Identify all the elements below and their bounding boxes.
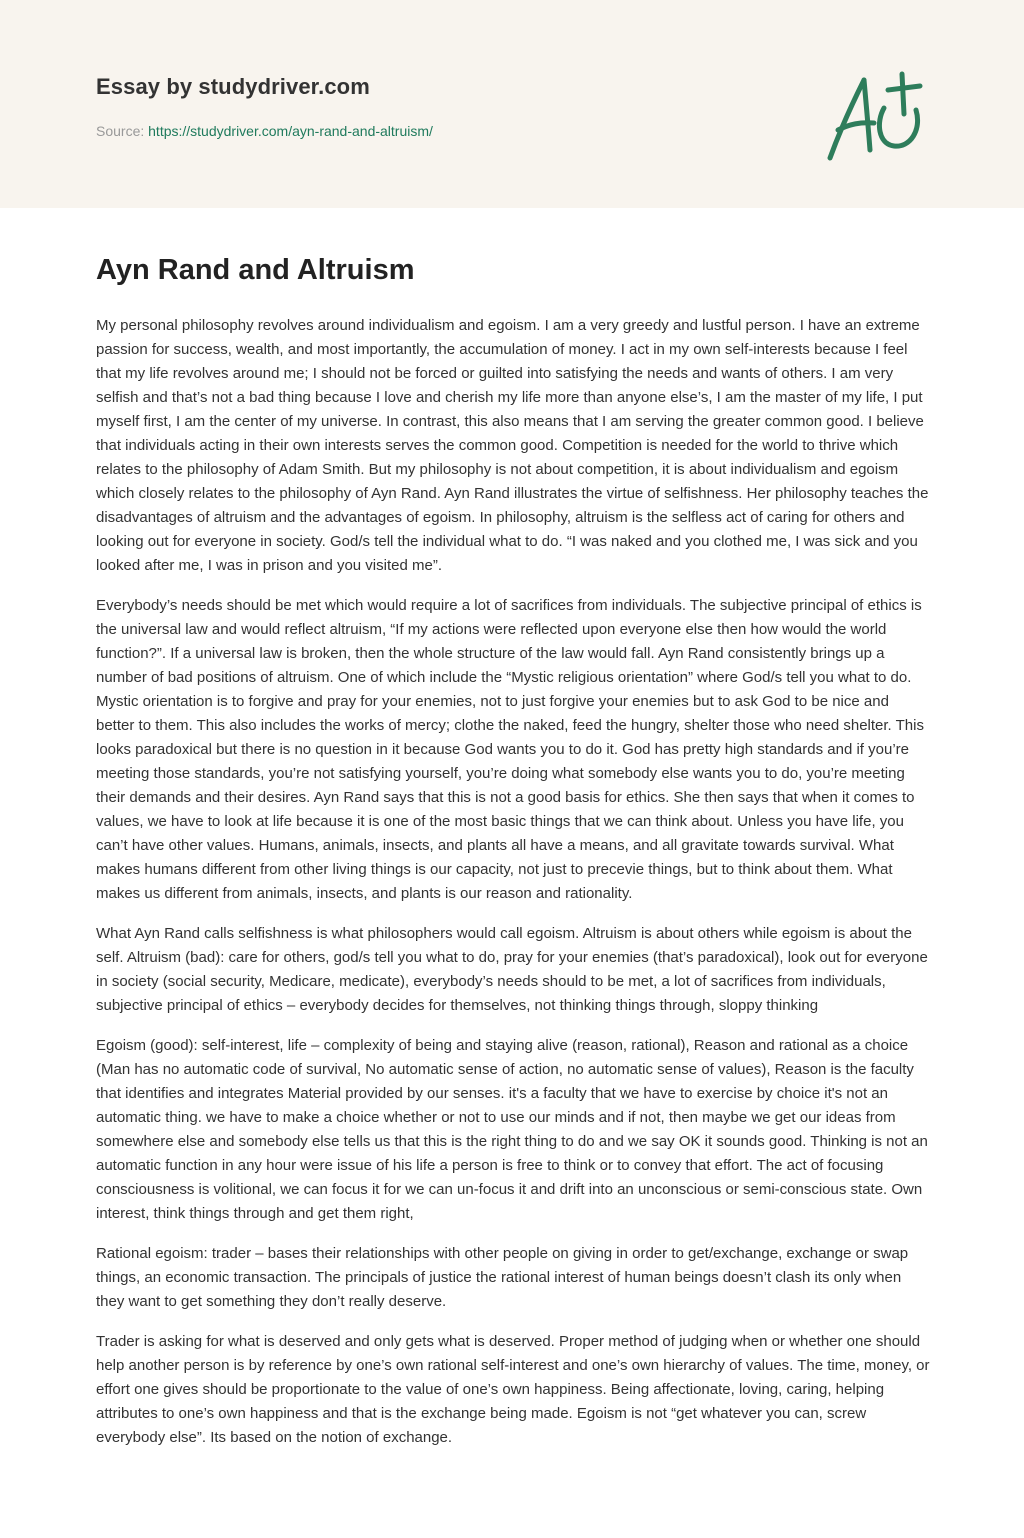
logo-plus-vertical: [902, 74, 904, 114]
essay-paragraph: What Ayn Rand calls selfishness is what philosophers would call egoism. Altruism is about others while egoism is about the self. Altruism (bad): care for others, god/s tell you what to do, pray for your enemies (that’s paradoxical), look out for everyone in society (social security, Medicare, medicate), everybody’s needs should to be met, a lot of sacrifices from individuals, subjective principal of ethics – everybody decides for themselves, not thinking things through, sloppy thinking: [96, 925, 928, 1014]
essay-paragraph: My personal philosophy revolves around individualism and egoism. I am a very greedy and lustful person. I have an extreme passion for success, wealth, and most importantly, the accumulation of money. I act in my own self-interests because I feel that my life revolves around me; I should not be forced or guilted into satisfying the needs and wants of others. I am very selfish and that’s not a bad thing because I love and cherish my life more than anyone else’s, I am the master of my life, I put myself first, I am the center of my universe. In contrast, this also means that I am serving the greater common good. I believe that individuals acting in their own interests serves the common good. Competition is needed for the world to thrive which relates to the philosophy of Adam Smith. But my philosophy is not about competition, it is about individualism and egoism which closely relates to the philosophy of Ayn Rand. Ayn Rand illustrates the virtue of selfishness. Her philosophy teaches the disadvantages of altruism and the advantages of egoism. In philosophy, altruism is the selfless act of caring for others and looking out for everyone in society. God/s tell the individual what to do. “I was naked and you clothed me, I was sick and you looked after me, I was in prison and you visited me”.: [96, 317, 929, 574]
essay-paragraph: Trader is asking for what is deserved and only gets what is deserved. Proper method of judging when or whether one should help another person is by reference by one’s own rational self-interest and one’s own hierarchy of values. The time, money, or effort one gives should be proportionate to the value of one’s own happiness. Being affectionate, loving, caring, helping attributes to one’s own happiness and that is the exchange being made. Egoism is not “get whatever you can, screw everybody else”. Its based on the notion of exchange.: [96, 1333, 930, 1446]
essay-paragraph: Rational egoism: trader – bases their relationships with other people on giving in order to get/exchange, exchange or swap things, an economic transaction. The principals of justice the rational interest of human beings doesn’t clash its only when they want to get something they don’t really deserve.: [96, 1245, 909, 1310]
a-plus-logo-icon: [818, 66, 930, 166]
essay-body: [96, 314, 930, 1466]
source-label: Source:: [96, 123, 149, 139]
source-line: [96, 123, 433, 139]
essay-title: Ayn Rand and Altruism: [96, 254, 415, 286]
essay-paragraph: Everybody’s needs should be met which would require a lot of sacrifices from individuals. The subjective principal of ethics is the universal law and would reflect altruism, “If my actions were reflected upon everyone else then how would the world function?”. If a universal law is broken, then the whole structure of the law would fall. Ayn Rand consistently brings up a number of bad positions of altruism. One of which include the “Mystic religious orientation” where God/s tell you what to do. Mystic orientation is to forgive and pray for your enemies, not to just forgive your enemies but to ask God to be nice and better to them. This also includes the works of mercy; clothe the naked, feed the hungry, shelter those who need shelter. This looks paradoxical but there is no question in it because God wants you to do it. God has pretty high standards and if you’re meeting those standards, you’re not satisfying yourself, you’re doing what somebody else wants you to do, you’re meeting their demands and their desires. Ayn Rand says that this is not a good basis for ethics. She then says that when it comes to values, we have to look at life because it is one of the most basic things that we can think about. Unless you have life, you can’t have other values. Humans, animals, insects, and plants all have a means, and all gravitate towards survival. What makes humans different from other living things is our capacity, not just to precevie things, but to think about them. What makes us different from animals, insects, and plants is our reason and rationality.: [96, 597, 924, 902]
site-title: Essay by studydriver.com: [96, 74, 370, 99]
logo-curl: [879, 108, 917, 146]
source-link[interactable]: https://studydriver.com/ayn-rand-and-altruism/: [148, 123, 433, 139]
logo-plus-horizontal: [888, 86, 920, 90]
logo-a-left-stroke: [830, 80, 864, 158]
essay-paragraph: Egoism (good): self-interest, life – complexity of being and staying alive (reason, rational), Reason and rational as a choice (Man has no automatic code of survival, No automatic sense of action, no automatic sense of values), Reason is the faculty that identifies and integrates Material provided by our senses. it's a faculty that we have to exercise by choice it's not an automatic thing. we have to make a choice whether or not to use our minds and if not, then maybe we get our ideas from somewhere else and somebody else tells us that this is the right thing to do and we say OK it sounds good. Thinking is not an automatic function in any hour were issue of his life a person is free to think or to convey that effort. The act of focusing consciousness is volitional, we can focus it for we can un-focus it and drift into an unconscious or semi-conscious state. Own interest, think things through and get them right,: [96, 1037, 928, 1222]
logo-a-right-stroke: [864, 80, 870, 150]
